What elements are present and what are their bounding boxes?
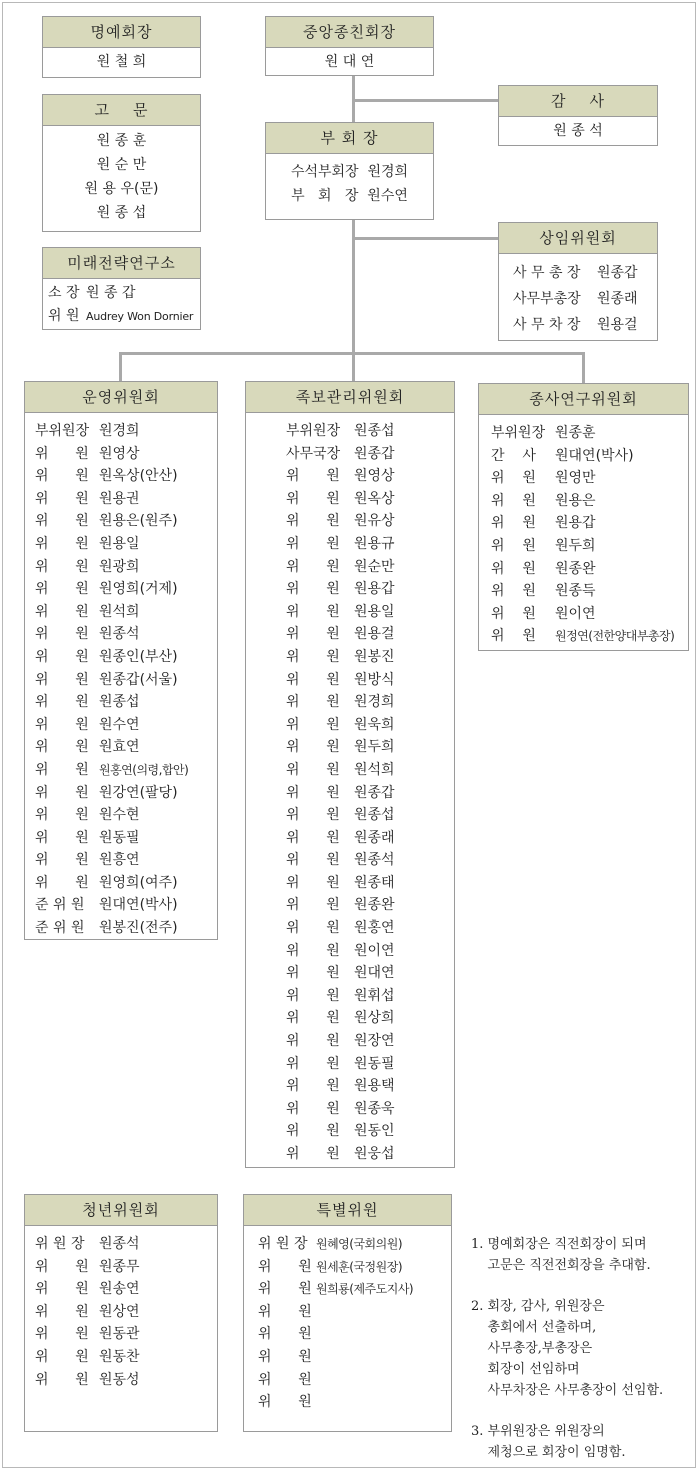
honorary-chair-name: 원 철 희 xyxy=(96,54,147,70)
genealogy-role: 위 원 xyxy=(286,513,340,530)
genealogy-name: 원상희 xyxy=(354,1010,395,1027)
genealogy-committee-title: 족보관리위원회 xyxy=(246,382,454,413)
standing-role: 사무부총장 xyxy=(513,291,581,307)
standing-committee-title: 상임위원회 xyxy=(499,223,657,254)
auditor-box xyxy=(498,85,658,146)
genealogy-name: 원동필 xyxy=(354,1055,395,1072)
connector-research xyxy=(582,352,585,383)
clan-research-role: 위 원 xyxy=(491,628,536,645)
advisor-name: 원 종 섭 xyxy=(96,205,147,221)
clan-research-row xyxy=(491,445,688,468)
honorary-chair-title: 명예회장 xyxy=(43,17,200,48)
special-row xyxy=(258,1391,451,1414)
future-lab-box xyxy=(42,247,201,330)
genealogy-name: 원홍연 xyxy=(354,920,395,937)
operations-name: 원종석 xyxy=(99,626,140,643)
operations-role: 준 위 원 xyxy=(35,920,85,937)
standing-role: 사 무 차 장 xyxy=(513,317,581,333)
genealogy-name: 원종완 xyxy=(354,897,395,914)
genealogy-role: 위 원 xyxy=(286,490,340,507)
genealogy-name: 원용규 xyxy=(354,535,395,552)
clan-research-role: 위 원 xyxy=(491,470,536,487)
genealogy-row xyxy=(286,1098,454,1121)
special-role: 위 원 xyxy=(258,1303,312,1320)
chairman-box xyxy=(265,16,434,76)
operations-role: 위 원 xyxy=(35,558,89,575)
genealogy-role: 위 원 xyxy=(286,558,340,575)
genealogy-row xyxy=(286,510,454,533)
notes xyxy=(471,1234,697,1483)
youth-row xyxy=(35,1233,217,1256)
operations-row xyxy=(35,804,217,827)
clan-research-row xyxy=(491,535,688,558)
youth-role: 위 원 장 xyxy=(35,1236,85,1252)
chairman-title: 중앙종친회장 xyxy=(266,17,433,48)
operations-name: 원봉진(전주) xyxy=(99,920,178,937)
clan-research-row xyxy=(491,512,688,535)
genealogy-name: 원대연 xyxy=(354,965,395,982)
youth-row xyxy=(35,1323,217,1346)
youth-name: 원동찬 xyxy=(99,1348,140,1365)
operations-row xyxy=(35,443,217,466)
operations-name: 원대연(박사) xyxy=(99,897,178,914)
operations-name: 원종인(부산) xyxy=(99,648,178,665)
special-role: 위 원 xyxy=(258,1258,312,1275)
operations-row xyxy=(35,669,217,692)
clan-research-row xyxy=(491,558,688,581)
special-row xyxy=(258,1256,451,1279)
operations-name: 원옥상(안산) xyxy=(99,468,178,485)
special-name: 원혜영(국회의원) xyxy=(316,1237,403,1251)
genealogy-row xyxy=(286,1075,454,1098)
advisor-name: 원 순 만 xyxy=(96,157,147,173)
special-row xyxy=(258,1301,451,1324)
operations-row xyxy=(35,510,217,533)
youth-row xyxy=(35,1369,217,1392)
operations-role: 위 원 xyxy=(35,829,89,846)
genealogy-row xyxy=(286,1053,454,1076)
genealogy-name: 원용택 xyxy=(354,1078,395,1095)
genealogy-name: 원석희 xyxy=(354,761,395,778)
genealogy-role: 위 원 xyxy=(286,1033,340,1050)
clan-research-row xyxy=(491,625,688,648)
genealogy-role: 위 원 xyxy=(286,671,340,688)
vice-chair-title: 부 회 장 xyxy=(266,123,433,154)
genealogy-role: 위 원 xyxy=(286,965,340,982)
note-item: 1. 명예회장은 직전회장이 되며 고문은 직전전회장을 추대함. xyxy=(471,1237,651,1273)
clan-research-name: 원영만 xyxy=(555,470,596,487)
operations-name: 원용일 xyxy=(99,535,140,552)
genealogy-name: 원봉진 xyxy=(354,648,395,665)
standing-name: 원종래 xyxy=(597,291,638,307)
clan-research-committee-title: 종사연구위원회 xyxy=(479,384,688,415)
genealogy-row xyxy=(286,736,454,759)
clan-research-role: 위 원 xyxy=(491,560,536,577)
operations-name: 원흥연 xyxy=(99,852,140,869)
clan-research-name: 원용갑 xyxy=(555,515,596,532)
genealogy-role: 위 원 xyxy=(286,1146,340,1162)
clan-research-role: 간 사 xyxy=(491,447,536,464)
genealogy-role: 위 원 xyxy=(286,852,340,869)
genealogy-row xyxy=(286,578,454,601)
youth-name: 원동관 xyxy=(99,1326,140,1343)
youth-role: 위 원 xyxy=(35,1258,89,1275)
operations-role: 위 원 xyxy=(35,807,89,824)
standing-row xyxy=(513,286,657,312)
genealogy-name: 원순만 xyxy=(354,558,395,575)
genealogy-role: 위 원 xyxy=(286,874,340,891)
special-row xyxy=(258,1233,451,1256)
genealogy-row xyxy=(286,1030,454,1053)
operations-role: 준 위 원 xyxy=(35,897,85,914)
genealogy-name: 원종갑 xyxy=(354,445,395,462)
standing-row xyxy=(513,260,657,286)
youth-committee-title: 청년위원회 xyxy=(25,1195,217,1226)
operations-committee-title: 운영위원회 xyxy=(25,382,217,413)
genealogy-role: 위 원 xyxy=(286,761,340,778)
special-row xyxy=(258,1278,451,1301)
future-lab-row xyxy=(48,305,200,328)
genealogy-row xyxy=(286,985,454,1008)
genealogy-name: 원용걸 xyxy=(354,626,395,643)
genealogy-role: 위 원 xyxy=(286,942,340,959)
clan-research-name: 원정연(전한양대부총장) xyxy=(555,629,675,644)
genealogy-row xyxy=(286,962,454,985)
genealogy-row xyxy=(286,849,454,872)
operations-name: 원용권 xyxy=(99,490,140,507)
genealogy-row xyxy=(286,465,454,488)
youth-name: 원종무 xyxy=(99,1258,140,1275)
genealogy-row xyxy=(286,601,454,624)
genealogy-role: 위 원 xyxy=(286,897,340,914)
connector-standing xyxy=(352,237,498,240)
operations-role: 위 원 xyxy=(35,535,89,552)
genealogy-name: 원두희 xyxy=(354,739,395,756)
standing-name: 원종갑 xyxy=(597,265,638,281)
operations-row xyxy=(35,578,217,601)
clan-research-row xyxy=(491,467,688,490)
genealogy-role: 위 원 xyxy=(286,648,340,665)
operations-role: 위 원 xyxy=(35,445,89,462)
operations-role: 위 원 xyxy=(35,739,89,756)
clan-research-name: 원종훈 xyxy=(555,425,596,441)
genealogy-role: 위 원 xyxy=(286,920,340,937)
genealogy-row xyxy=(286,894,454,917)
operations-name: 원종섭 xyxy=(99,694,140,711)
genealogy-name: 원영상 xyxy=(354,468,395,485)
clan-research-name: 원이연 xyxy=(555,605,596,622)
operations-row xyxy=(35,917,217,940)
advisors-box xyxy=(42,94,201,232)
clan-research-role: 부위원장 xyxy=(491,425,546,441)
operations-name: 원홍연(의령,합안) xyxy=(99,762,189,777)
special-row xyxy=(258,1323,451,1346)
genealogy-row xyxy=(286,1007,454,1030)
operations-row xyxy=(35,782,217,805)
operations-role: 위 원 xyxy=(35,648,89,665)
genealogy-name: 원이연 xyxy=(354,942,395,959)
operations-row xyxy=(35,691,217,714)
operations-committee-box xyxy=(24,381,218,940)
genealogy-row xyxy=(286,443,454,466)
operations-role: 부위원장 xyxy=(35,423,90,439)
operations-name: 원경희 xyxy=(99,423,140,439)
chairman-name: 원 대 연 xyxy=(324,54,375,70)
operations-role: 위 원 xyxy=(35,716,89,733)
genealogy-role: 위 원 xyxy=(286,784,340,801)
advisors-title: 고 문 xyxy=(43,95,200,126)
connector-vice-standing xyxy=(352,220,355,354)
operations-name: 원영희(거제) xyxy=(99,581,178,598)
operations-row xyxy=(35,759,217,782)
future-lab-name: 원 종 갑 xyxy=(86,285,136,301)
genealogy-name: 원종태 xyxy=(354,874,395,891)
clan-research-row xyxy=(491,422,688,445)
clan-research-role: 위 원 xyxy=(491,605,536,622)
note-item: 2. 회장, 감사, 위원장은 총회에서 선출하며, 사무총장,부총장은 회장이 선임하며 사무차장은 사무총장이 선임함. xyxy=(471,1299,664,1398)
operations-row xyxy=(35,736,217,759)
genealogy-row xyxy=(286,488,454,511)
clan-research-row xyxy=(491,580,688,603)
genealogy-name: 원종섭 xyxy=(354,423,395,439)
operations-row xyxy=(35,872,217,895)
youth-role: 위 원 xyxy=(35,1371,89,1388)
clan-research-committee-box xyxy=(478,383,689,651)
operations-row xyxy=(35,894,217,917)
special-role: 위 원 xyxy=(258,1348,312,1365)
special-role: 위 원 xyxy=(258,1394,312,1411)
operations-role: 위 원 xyxy=(35,784,89,801)
genealogy-name: 원종래 xyxy=(354,829,395,846)
clan-research-name: 원두희 xyxy=(555,537,596,554)
operations-row xyxy=(35,601,217,624)
operations-name: 원동필 xyxy=(99,829,140,846)
youth-row xyxy=(35,1301,217,1324)
genealogy-row xyxy=(286,623,454,646)
youth-row xyxy=(35,1256,217,1279)
youth-committee-box xyxy=(24,1194,218,1432)
genealogy-row xyxy=(286,556,454,579)
youth-row xyxy=(35,1278,217,1301)
genealogy-row xyxy=(286,827,454,850)
genealogy-row xyxy=(286,804,454,827)
operations-role: 위 원 xyxy=(35,874,89,891)
operations-row xyxy=(35,827,217,850)
future-lab-role: 소 장 xyxy=(48,285,80,301)
genealogy-role: 위 원 xyxy=(286,535,340,552)
genealogy-row xyxy=(286,669,454,692)
genealogy-row xyxy=(286,782,454,805)
genealogy-row xyxy=(286,1143,454,1166)
vice-chair-line: 부 회 장 원수연 xyxy=(291,188,408,204)
operations-row xyxy=(35,420,217,443)
genealogy-role: 위 원 xyxy=(286,987,340,1004)
genealogy-role: 위 원 xyxy=(286,1100,340,1117)
operations-name: 원강연(팔당) xyxy=(99,784,178,801)
connector-auditor xyxy=(352,99,498,102)
operations-row xyxy=(35,849,217,872)
operations-role: 위 원 xyxy=(35,852,89,869)
operations-name: 원광희 xyxy=(99,558,140,575)
genealogy-row xyxy=(286,714,454,737)
future-lab-name: Audrey Won Dornier xyxy=(86,309,194,323)
auditor-name: 원 종 석 xyxy=(553,123,603,139)
connector-operations xyxy=(119,352,122,383)
genealogy-row xyxy=(286,691,454,714)
genealogy-row xyxy=(286,646,454,669)
genealogy-role: 위 원 xyxy=(286,807,340,824)
standing-committee-box xyxy=(498,222,658,341)
advisor-name: 원 용 우(문) xyxy=(84,181,159,197)
genealogy-name: 원경희 xyxy=(354,694,395,711)
genealogy-name: 원종갑 xyxy=(354,784,395,801)
genealogy-role: 위 원 xyxy=(286,1055,340,1072)
genealogy-name: 원동인 xyxy=(354,1123,395,1140)
operations-row xyxy=(35,714,217,737)
genealogy-role: 위 원 xyxy=(286,581,340,598)
genealogy-committee-box xyxy=(245,381,455,1168)
special-row xyxy=(258,1346,451,1369)
genealogy-row xyxy=(286,759,454,782)
genealogy-role: 부위원장 xyxy=(286,423,341,439)
clan-research-row xyxy=(491,603,688,626)
youth-name: 원송연 xyxy=(99,1281,140,1298)
operations-name: 원종갑(서울) xyxy=(99,671,178,688)
genealogy-name: 원웅섭 xyxy=(354,1146,395,1162)
operations-name: 원수현 xyxy=(99,807,140,824)
special-members-box xyxy=(243,1194,452,1432)
genealogy-role: 위 원 xyxy=(286,603,340,620)
genealogy-role: 위 원 xyxy=(286,716,340,733)
advisor-name: 원 종 훈 xyxy=(96,133,147,149)
operations-role: 위 원 xyxy=(35,490,89,507)
clan-research-role: 위 원 xyxy=(491,537,536,554)
genealogy-name: 원유상 xyxy=(354,513,395,530)
youth-row xyxy=(35,1346,217,1369)
special-role: 위 원 xyxy=(258,1281,312,1298)
genealogy-role: 위 원 xyxy=(286,1123,340,1140)
genealogy-role: 위 원 xyxy=(286,829,340,846)
genealogy-role: 위 원 xyxy=(286,1010,340,1027)
genealogy-row xyxy=(286,533,454,556)
youth-name: 원종석 xyxy=(99,1236,140,1252)
standing-role: 사 무 총 장 xyxy=(513,265,581,281)
standing-name: 원용걸 xyxy=(597,317,638,333)
genealogy-name: 원옥상 xyxy=(354,490,395,507)
operations-row xyxy=(35,623,217,646)
note-item: 3. 부위원장은 위원장의 제청으로 회장이 임명함. xyxy=(471,1424,626,1460)
clan-research-name: 원종완 xyxy=(555,560,596,577)
special-role: 위 원 xyxy=(258,1371,312,1388)
clan-research-role: 위 원 xyxy=(491,492,536,509)
vice-chair-box xyxy=(265,122,434,220)
operations-role: 위 원 xyxy=(35,761,89,778)
genealogy-role: 위 원 xyxy=(286,468,340,485)
genealogy-role: 사무국장 xyxy=(286,445,341,462)
youth-role: 위 원 xyxy=(35,1326,89,1343)
genealogy-row xyxy=(286,917,454,940)
genealogy-name: 원종섭 xyxy=(354,807,395,824)
future-lab-title: 미래전략연구소 xyxy=(43,248,200,279)
operations-row xyxy=(35,465,217,488)
operations-row xyxy=(35,533,217,556)
genealogy-role: 위 원 xyxy=(286,694,340,711)
operations-name: 원석희 xyxy=(99,603,140,620)
auditor-title: 감 사 xyxy=(499,86,657,117)
operations-name: 원영희(여주) xyxy=(99,874,178,891)
youth-role: 위 원 xyxy=(35,1348,89,1365)
operations-role: 위 원 xyxy=(35,513,89,530)
operations-name: 원효연 xyxy=(99,739,140,756)
genealogy-name: 원휘섭 xyxy=(354,987,395,1004)
operations-row xyxy=(35,556,217,579)
operations-name: 원용은(원주) xyxy=(99,513,178,530)
youth-role: 위 원 xyxy=(35,1303,89,1320)
clan-research-name: 원용은 xyxy=(555,492,596,509)
operations-role: 위 원 xyxy=(35,694,89,711)
genealogy-name: 원욱희 xyxy=(354,716,395,733)
youth-name: 원동성 xyxy=(99,1371,140,1388)
genealogy-role: 위 원 xyxy=(286,1078,340,1095)
operations-role: 위 원 xyxy=(35,671,89,688)
operations-row xyxy=(35,646,217,669)
operations-name: 원영상 xyxy=(99,445,140,462)
genealogy-row xyxy=(286,1120,454,1143)
youth-role: 위 원 xyxy=(35,1281,89,1298)
special-name: 원희룡(제주도지사) xyxy=(316,1282,414,1297)
genealogy-row xyxy=(286,940,454,963)
genealogy-name: 원용갑 xyxy=(354,581,395,598)
vice-chair-line: 수석부회장 원경희 xyxy=(290,164,409,180)
special-members-title: 특별위원 xyxy=(244,1195,451,1226)
operations-role: 위 원 xyxy=(35,468,89,485)
genealogy-name: 원용일 xyxy=(354,603,395,620)
special-role: 위 원 xyxy=(258,1326,312,1343)
clan-research-role: 위 원 xyxy=(491,583,536,600)
genealogy-name: 원종욱 xyxy=(354,1100,395,1117)
special-role: 위 원 장 xyxy=(258,1236,308,1252)
clan-research-name: 원대연(박사) xyxy=(555,447,634,464)
genealogy-row xyxy=(286,420,454,443)
genealogy-role: 위 원 xyxy=(286,739,340,756)
future-lab-row xyxy=(48,282,200,305)
clan-research-row xyxy=(491,490,688,513)
operations-row xyxy=(35,488,217,511)
genealogy-name: 원종석 xyxy=(354,852,395,869)
special-name: 원세훈(국정원장) xyxy=(316,1259,403,1274)
youth-name: 원상연 xyxy=(99,1303,140,1320)
standing-row xyxy=(513,312,657,338)
operations-role: 위 원 xyxy=(35,603,89,620)
genealogy-name: 원방식 xyxy=(354,671,395,688)
clan-research-name: 원종득 xyxy=(555,583,596,600)
operations-name: 원수연 xyxy=(99,716,140,733)
future-lab-role: 위 원 xyxy=(48,307,80,324)
connector-genealogy xyxy=(352,352,355,383)
honorary-chair-box xyxy=(42,16,201,78)
genealogy-row xyxy=(286,872,454,895)
operations-role: 위 원 xyxy=(35,581,89,598)
genealogy-role: 위 원 xyxy=(286,626,340,643)
operations-role: 위 원 xyxy=(35,626,89,643)
genealogy-name: 원장연 xyxy=(354,1033,395,1050)
clan-research-role: 위 원 xyxy=(491,515,536,532)
special-row xyxy=(258,1369,451,1392)
